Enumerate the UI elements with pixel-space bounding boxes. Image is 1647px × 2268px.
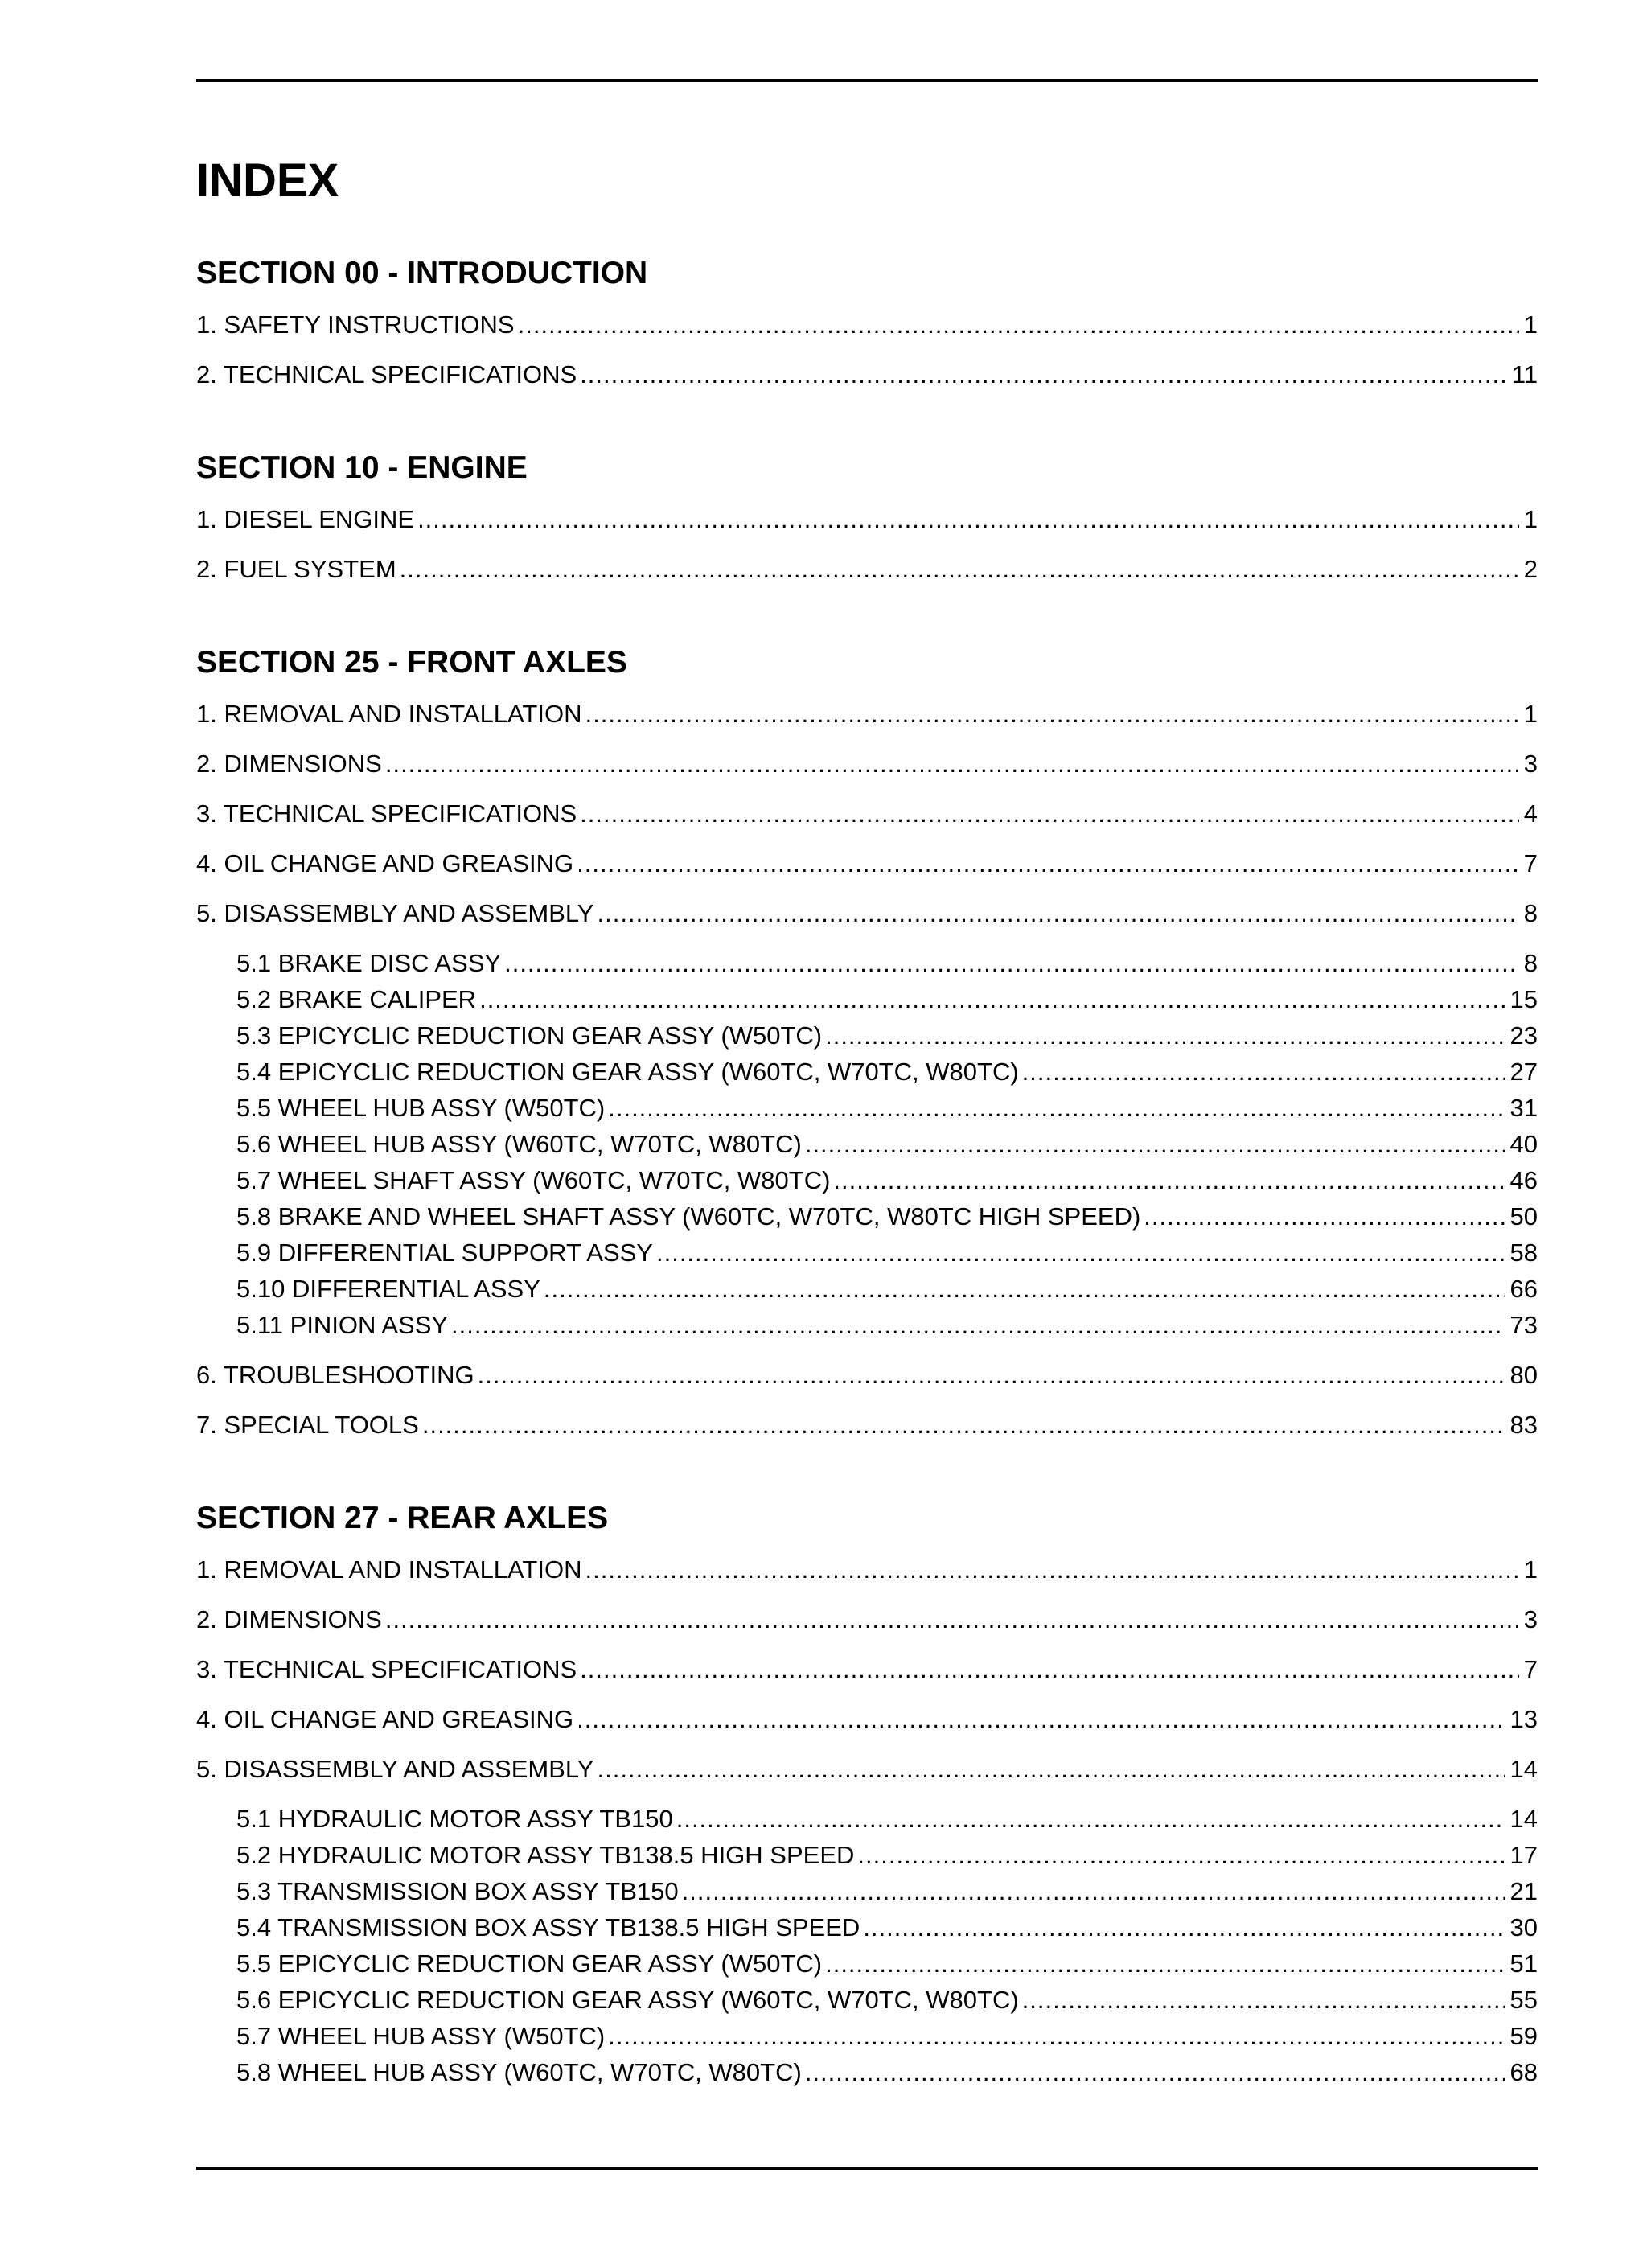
dot-leader xyxy=(585,696,1518,732)
entry-label: 5.9 DIFFERENTIAL SUPPORT ASSY xyxy=(236,1239,653,1267)
toc-entry[interactable] xyxy=(196,1702,1538,1752)
dot-leader xyxy=(580,357,1507,392)
toc-entry[interactable] xyxy=(196,1652,1538,1702)
entry-page-number: 59 xyxy=(1509,2022,1538,2050)
dot-leader xyxy=(1144,1199,1505,1235)
dot-leader xyxy=(577,1702,1505,1737)
toc-section xyxy=(196,639,1538,1457)
entry-label: 5.10 DIFFERENTIAL ASSY xyxy=(236,1275,540,1303)
entry-page-number: 40 xyxy=(1509,1130,1538,1158)
toc-entry[interactable] xyxy=(196,1407,1538,1457)
toc-entry[interactable] xyxy=(196,552,1538,602)
index-page xyxy=(196,146,1538,2128)
entry-label: 2. DIMENSIONS xyxy=(196,750,382,778)
dot-leader xyxy=(598,896,1519,931)
sections-container xyxy=(196,249,1538,2091)
entry-label: 5.11 PINION ASSY xyxy=(236,1311,449,1339)
toc-entry[interactable] xyxy=(196,696,1538,746)
entry-label: 5.7 WHEEL HUB ASSY (W50TC) xyxy=(236,2022,606,2050)
entry-page-number: 80 xyxy=(1509,1361,1538,1389)
toc-subentry[interactable] xyxy=(196,1910,1538,1946)
dot-leader xyxy=(580,1652,1519,1687)
entry-page-number: 15 xyxy=(1509,985,1538,1013)
entry-page-number: 50 xyxy=(1509,1202,1538,1231)
dot-leader xyxy=(825,1946,1505,1982)
entry-page-number: 23 xyxy=(1509,1021,1538,1050)
entry-page-number: 4 xyxy=(1523,799,1538,828)
entry-page-number: 1 xyxy=(1523,1555,1538,1584)
toc-subentry[interactable] xyxy=(196,982,1538,1018)
section-heading: SECTION 00 - INTRODUCTION xyxy=(196,256,648,290)
dot-leader xyxy=(805,1127,1505,1162)
entry-page-number: 1 xyxy=(1523,310,1538,339)
entry-page-number: 8 xyxy=(1523,949,1538,977)
entry-label: 7. SPECIAL TOOLS xyxy=(196,1411,419,1439)
entry-label: 5.1 HYDRAULIC MOTOR ASSY TB150 xyxy=(236,1805,673,1833)
entry-label: 5.5 EPICYCLIC REDUCTION GEAR ASSY (W50TC) xyxy=(236,1950,823,1978)
entry-page-number: 83 xyxy=(1509,1411,1538,1439)
toc-entry[interactable] xyxy=(196,307,1538,357)
entry-page-number: 1 xyxy=(1523,700,1538,728)
toc-subentry[interactable] xyxy=(196,1982,1538,2019)
toc-subentry[interactable] xyxy=(196,1199,1538,1235)
dot-leader xyxy=(656,1235,1505,1271)
toc-subentry[interactable] xyxy=(196,1308,1538,1358)
section-heading: SECTION 27 - REAR AXLES xyxy=(196,1501,609,1535)
toc-subentry[interactable] xyxy=(196,1235,1538,1272)
entry-page-number: 46 xyxy=(1509,1166,1538,1194)
entry-label: 5.1 BRAKE DISC ASSY xyxy=(236,949,502,977)
dot-leader xyxy=(1022,1982,1505,2018)
entry-label: 5. DISASSEMBLY AND ASSEMBLY xyxy=(196,1755,594,1783)
dot-leader xyxy=(417,502,1519,537)
entry-page-number: 14 xyxy=(1509,1805,1538,1833)
dot-leader xyxy=(833,1163,1505,1198)
dot-leader xyxy=(451,1308,1505,1343)
dot-leader xyxy=(544,1272,1505,1307)
entry-page-number: 27 xyxy=(1509,1058,1538,1086)
entry-label: 5.2 HYDRAULIC MOTOR ASSY TB138.5 HIGH SPEED xyxy=(236,1841,855,1869)
entry-page-number: 21 xyxy=(1509,1877,1538,1905)
entry-label: 5.4 EPICYCLIC REDUCTION GEAR ASSY (W60TC, W70TC, W80TC) xyxy=(236,1058,1019,1086)
toc-subentry[interactable] xyxy=(196,1018,1538,1054)
entry-label: 1. SAFETY INSTRUCTIONS xyxy=(196,310,515,339)
entry-page-number: 31 xyxy=(1509,1094,1538,1122)
toc-subentry[interactable] xyxy=(196,2019,1538,2055)
section-heading: SECTION 25 - FRONT AXLES xyxy=(196,645,627,680)
toc-subentry[interactable] xyxy=(196,946,1538,982)
dot-leader xyxy=(504,946,1519,981)
dot-leader xyxy=(585,1552,1518,1588)
entry-label: 4. OIL CHANGE AND GREASING xyxy=(196,1705,574,1733)
dot-leader xyxy=(478,1358,1505,1393)
toc-entry[interactable] xyxy=(196,1602,1538,1652)
entry-page-number: 1 xyxy=(1523,505,1538,533)
entry-label: 5.4 TRANSMISSION BOX ASSY TB138.5 HIGH SPEED xyxy=(236,1913,860,1941)
entry-label: 4. OIL CHANGE AND GREASING xyxy=(196,849,574,877)
entry-label: 2. DIMENSIONS xyxy=(196,1605,382,1633)
toc-entry[interactable] xyxy=(196,357,1538,407)
dot-leader xyxy=(580,796,1519,832)
dot-leader xyxy=(682,1874,1505,1909)
entry-label: 5. DISASSEMBLY AND ASSEMBLY xyxy=(196,899,594,927)
toc-subentry[interactable] xyxy=(196,1946,1538,1982)
entry-page-number: 7 xyxy=(1523,1655,1538,1683)
entry-page-number: 73 xyxy=(1509,1311,1538,1339)
dot-leader xyxy=(1022,1054,1505,1090)
entry-label: 1. DIESEL ENGINE xyxy=(196,505,415,533)
entry-label: 5.8 BRAKE AND WHEEL SHAFT ASSY (W60TC, W70TC, W80TC HIGH SPEED) xyxy=(236,1202,1141,1231)
entry-label: 3. TECHNICAL SPECIFICATIONS xyxy=(196,1655,577,1683)
entry-page-number: 55 xyxy=(1509,1986,1538,2014)
bottom-rule xyxy=(196,2167,1538,2170)
entry-page-number: 13 xyxy=(1509,1705,1538,1733)
entry-label: 1. REMOVAL AND INSTALLATION xyxy=(196,700,582,728)
toc-entry[interactable] xyxy=(196,796,1538,846)
toc-subentry[interactable] xyxy=(196,1054,1538,1091)
dot-leader xyxy=(518,307,1519,343)
entry-label: 5.3 EPICYCLIC REDUCTION GEAR ASSY (W50TC) xyxy=(236,1021,823,1050)
entry-page-number: 58 xyxy=(1509,1239,1538,1267)
dot-leader xyxy=(400,552,1519,587)
toc-entry[interactable] xyxy=(196,1752,1538,1802)
entry-page-number: 14 xyxy=(1509,1755,1538,1783)
toc-section xyxy=(196,444,1538,602)
toc-section xyxy=(196,249,1538,407)
entry-label: 5.7 WHEEL SHAFT ASSY (W60TC, W70TC, W80TC) xyxy=(236,1166,831,1194)
dot-leader xyxy=(577,846,1519,881)
dot-leader xyxy=(598,1752,1505,1787)
toc-subentry[interactable] xyxy=(196,1874,1538,1910)
entry-page-number: 8 xyxy=(1523,899,1538,927)
entry-page-number: 7 xyxy=(1523,849,1538,877)
toc-subentry[interactable] xyxy=(196,1838,1538,1874)
dot-leader xyxy=(608,1091,1505,1126)
dot-leader xyxy=(676,1802,1505,1837)
toc-section xyxy=(196,1494,1538,2091)
entry-label: 5.8 WHEEL HUB ASSY (W60TC, W70TC, W80TC) xyxy=(236,2058,802,2086)
dot-leader xyxy=(805,2055,1505,2090)
toc-entry[interactable] xyxy=(196,1358,1538,1407)
entry-page-number: 3 xyxy=(1523,1605,1538,1633)
dot-leader xyxy=(422,1407,1505,1443)
entry-page-number: 2 xyxy=(1523,555,1538,583)
dot-leader xyxy=(479,982,1505,1017)
dot-leader xyxy=(857,1838,1505,1873)
top-rule xyxy=(196,79,1538,82)
entry-label: 1. REMOVAL AND INSTALLATION xyxy=(196,1555,582,1584)
toc-entry[interactable] xyxy=(196,1552,1538,1602)
toc-entry[interactable] xyxy=(196,846,1538,896)
entry-page-number: 3 xyxy=(1523,750,1538,778)
entry-label: 5.5 WHEEL HUB ASSY (W50TC) xyxy=(236,1094,606,1122)
dot-leader xyxy=(385,1602,1519,1637)
entry-label: 2. TECHNICAL SPECIFICATIONS xyxy=(196,360,577,388)
toc-subentry[interactable] xyxy=(196,1163,1538,1199)
toc-subentry[interactable] xyxy=(196,1127,1538,1163)
toc-subentry[interactable] xyxy=(196,1802,1538,1838)
entry-page-number: 17 xyxy=(1509,1841,1538,1869)
section-heading: SECTION 10 - ENGINE xyxy=(196,450,528,485)
toc-entry[interactable] xyxy=(196,746,1538,796)
page-title: INDEX xyxy=(196,154,339,207)
entry-page-number: 11 xyxy=(1511,360,1538,388)
entry-page-number: 66 xyxy=(1509,1275,1538,1303)
entry-page-number: 68 xyxy=(1509,2058,1538,2086)
entry-label: 5.3 TRANSMISSION BOX ASSY TB150 xyxy=(236,1877,679,1905)
dot-leader xyxy=(385,746,1519,782)
entry-label: 3. TECHNICAL SPECIFICATIONS xyxy=(196,799,577,828)
dot-leader xyxy=(863,1910,1505,1945)
entry-label: 2. FUEL SYSTEM xyxy=(196,555,396,583)
entry-label: 5.6 EPICYCLIC REDUCTION GEAR ASSY (W60TC, W70TC, W80TC) xyxy=(236,1986,1019,2014)
entry-label: 5.2 BRAKE CALIPER xyxy=(236,985,477,1013)
entry-label: 5.6 WHEEL HUB ASSY (W60TC, W70TC, W80TC) xyxy=(236,1130,802,1158)
toc-subentry[interactable] xyxy=(196,1091,1538,1127)
entry-page-number: 51 xyxy=(1509,1950,1538,1978)
dot-leader xyxy=(608,2019,1505,2054)
entry-label: 6. TROUBLESHOOTING xyxy=(196,1361,474,1389)
dot-leader xyxy=(825,1018,1505,1054)
toc-entry[interactable] xyxy=(196,896,1538,946)
toc-subentry[interactable] xyxy=(196,1272,1538,1308)
entry-page-number: 30 xyxy=(1509,1913,1538,1941)
toc-entry[interactable] xyxy=(196,502,1538,552)
toc-subentry[interactable] xyxy=(196,2055,1538,2091)
